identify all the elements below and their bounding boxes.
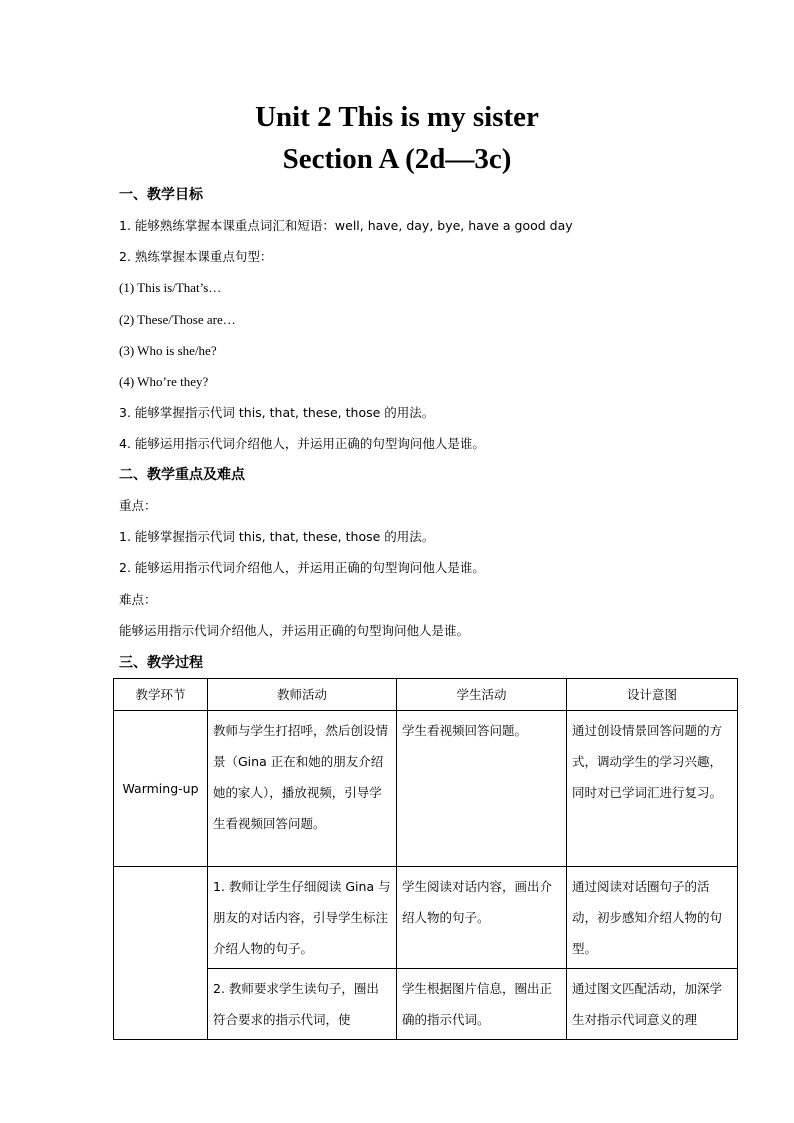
objective-item: (2) These/Those are… — [119, 312, 236, 327]
objective-item: 4. 能够运用指示代词介绍他人，并运用正确的句型询问他人是谁。 — [119, 436, 485, 451]
document-subtitle: Section A (2d—3c) — [282, 143, 512, 175]
objective-item: (3) Who is she/he? — [119, 343, 217, 358]
student-activity-cell: 学生看视频回答问题。 — [397, 711, 567, 867]
objective-item: (1) This is/That’s… — [119, 280, 222, 295]
teaching-process-table — [113, 678, 738, 1040]
design-intent-cell: 通过图文匹配活动，加深学生对指示代词意义的理 — [567, 969, 738, 1040]
key-item: 1. 能够掌握指示代词 this, that, these, those 的用法。 — [119, 529, 435, 544]
design-intent-cell: 通过创设情景回答问题的方式，调动学生的学习兴趣，同时对已学词汇进行复习。 — [567, 711, 738, 867]
difficulty-text: 能够运用指示代词介绍他人，并运用正确的句型询问他人是谁。 — [119, 623, 470, 638]
objectives-heading: 一、教学目标 — [119, 187, 203, 203]
stage-cell: Warming-up — [114, 711, 208, 867]
key-item: 2. 能够运用指示代词介绍他人，并运用正确的句型询问他人是谁。 — [119, 560, 485, 575]
student-activity-cell: 学生根据图片信息，圈出正确的指示代词。 — [397, 969, 567, 1040]
column-header-student: 学生活动 — [397, 679, 567, 711]
teacher-activity-cell: 1. 教师让学生仔细阅读 Gina 与朋友的对话内容，引导学生标注介绍人物的句子。 — [208, 867, 397, 969]
teacher-activity-cell: 2. 教师要求学生读句子，圈出符合要求的指示代词，使 — [208, 969, 397, 1040]
objective-item: 3. 能够掌握指示代词 this, that, these, those 的用法。 — [119, 405, 435, 420]
document-title: Unit 2 This is my sister — [255, 101, 539, 133]
table-header-row — [114, 679, 738, 711]
column-header-stage: 教学环节 — [114, 679, 208, 711]
table-row — [114, 969, 738, 1040]
objective-item: 1. 能够熟练掌握本课重点词汇和短语：well, have, day, bye, have a good day — [119, 218, 573, 233]
objective-item: 2. 熟练掌握本课重点句型： — [119, 249, 273, 264]
table-row — [114, 867, 738, 969]
key-points-heading: 二、教学重点及难点 — [119, 467, 245, 483]
teacher-activity-cell: 教师与学生打招呼，然后创设情景（Gina 正在和她的朋友介绍她的家人），播放视频，引导学生看视频回答问题。 — [208, 711, 397, 867]
design-intent-cell: 通过阅读对话圈句子的活动，初步感知介绍人物的句型。 — [567, 867, 738, 969]
column-header-teacher: 教师活动 — [208, 679, 397, 711]
key-label: 重点： — [119, 498, 157, 513]
process-heading: 三、教学过程 — [119, 655, 203, 671]
difficulty-label: 难点： — [119, 592, 157, 607]
student-activity-cell: 学生阅读对话内容，画出介绍人物的句子。 — [397, 867, 567, 969]
table-row — [114, 711, 738, 867]
stage-cell — [114, 867, 208, 1040]
objective-item: (4) Who’re they? — [119, 374, 209, 389]
column-header-intent: 设计意图 — [567, 679, 738, 711]
